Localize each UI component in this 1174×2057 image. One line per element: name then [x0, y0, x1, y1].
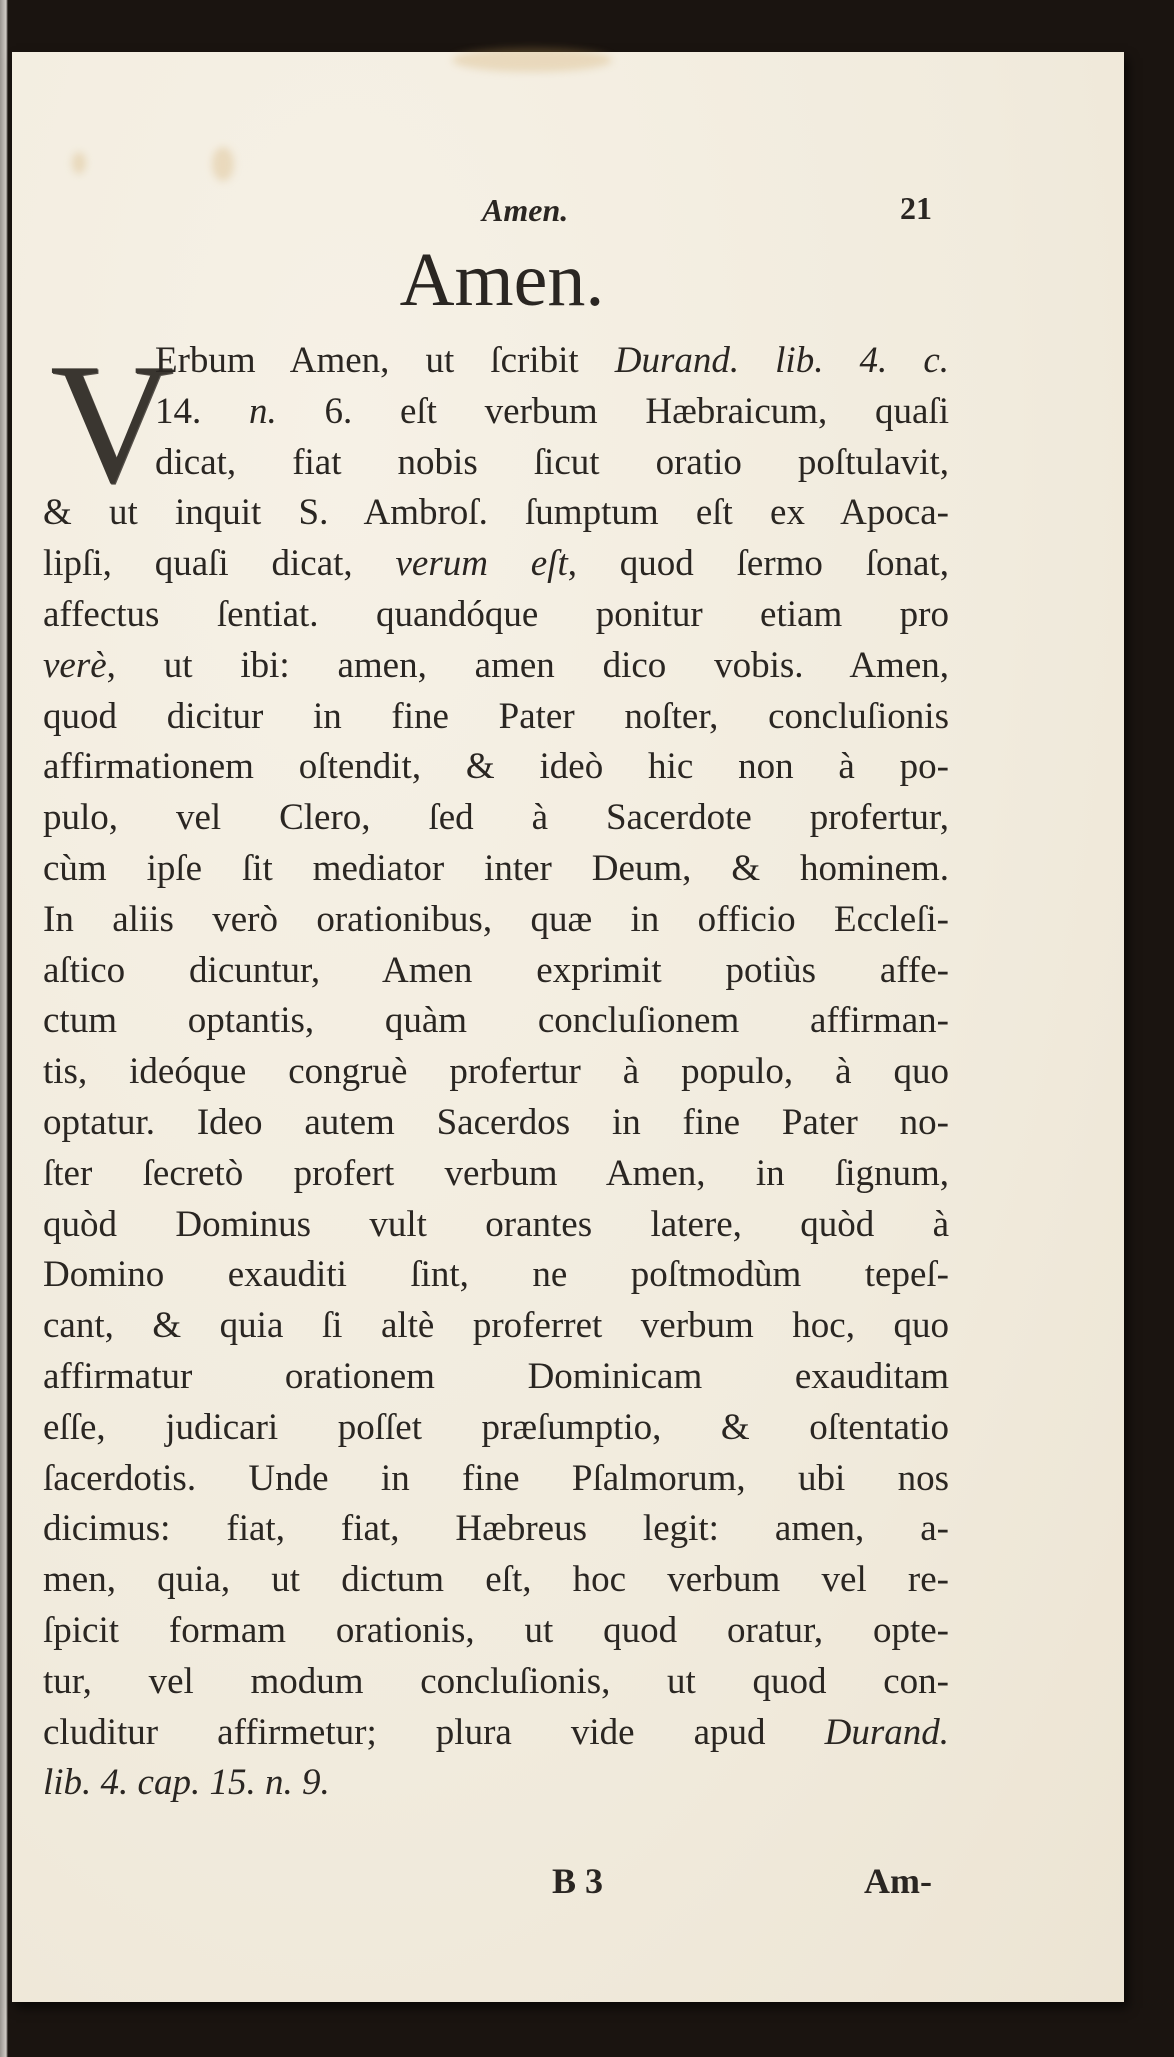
text-line: cant, & quia ſi altè proferret verbum hoc, quo [43, 1305, 949, 1347]
text-line: aſtico dicuntur, Amen exprimit potiùs affe- [43, 949, 949, 991]
text-line: ſpicit formam orationis, ut quod oratur, opte- [43, 1609, 949, 1651]
text-line: 14. n. 6. eſt verbum Hæbraicum, quaſi [155, 390, 949, 432]
text-line: ſter ſecretò profert verbum Amen, in ſignum, [43, 1152, 949, 1194]
text-line: Domino exauditi ſint, ne poſtmodùm tepeſ- [43, 1254, 949, 1296]
drop-cap: V [50, 329, 175, 519]
text-line: lib. 4. cap. 15. n. 9. [43, 1762, 330, 1804]
text-line: lipſi, quaſi dicat, verum eſt, quod ſermo ſonat, [43, 543, 949, 585]
text-line: tis, ideóque congruè profertur à populo, à quo [43, 1051, 949, 1093]
signature-mark: B 3 [552, 1861, 604, 1901]
text-line: quod dicitur in fine Pater noſter, concluſionis [43, 695, 949, 737]
text-line: ſacerdotis. Unde in fine Pſalmorum, ubi nos [43, 1457, 949, 1499]
text-line: tur, vel modum concluſionis, ut quod con- [43, 1660, 949, 1702]
text-line: quòd Dominus vult orantes latere, quòd à [43, 1203, 949, 1245]
text-line: optatur. Ideo autem Sacerdos in fine Pater no- [43, 1101, 949, 1143]
foxing-stain [72, 152, 86, 174]
body-text [43, 329, 949, 1809]
chapter-title: Amen. [399, 238, 605, 322]
text-line: eſſe, judicari poſſet præſumptio, & oſtentatio [43, 1406, 949, 1448]
text-line: cluditur affirmetur; plura vide apud Durand. [43, 1711, 949, 1753]
foxing-stain [452, 48, 612, 72]
text-line: ctum optantis, quàm concluſionem affirman- [43, 1000, 949, 1042]
foxing-stain [212, 147, 234, 181]
text-line: cùm ipſe ſit mediator inter Deum, & hominem. [43, 847, 949, 889]
text-line: verè, ut ibi: amen, amen dico vobis. Amen, [43, 644, 949, 686]
running-title: Amen. [482, 192, 569, 228]
text-line: affectus ſentiat. quandóque ponitur etiam pro [43, 593, 949, 635]
text-line: & ut inquit S. Ambroſ. ſumptum eſt ex Apoca- [43, 492, 949, 534]
text-line: Erbum Amen, ut ſcribit Durand. lib. 4. c. [155, 340, 949, 381]
page-number: 21 [900, 190, 932, 226]
text-line: affirmationem oſtendit, & ideò hic non à po- [43, 746, 949, 788]
book-page [12, 52, 1124, 2002]
text-line: men, quia, ut dictum eſt, hoc verbum vel re- [43, 1559, 949, 1601]
text-line: pulo, vel Clero, ſed à Sacerdote profertur, [43, 797, 949, 839]
text-line: dicimus: fiat, fiat, Hæbreus legit: amen, a- [43, 1508, 949, 1550]
text-line: In aliis verò orationibus, quæ in officio Eccleſi- [43, 898, 949, 940]
text-line: affirmatur orationem Dominicam exauditam [43, 1355, 949, 1397]
text-line: dicat, fiat nobis ſicut oratio poſtulavit, [155, 441, 949, 483]
catchword: Am- [864, 1861, 932, 1901]
